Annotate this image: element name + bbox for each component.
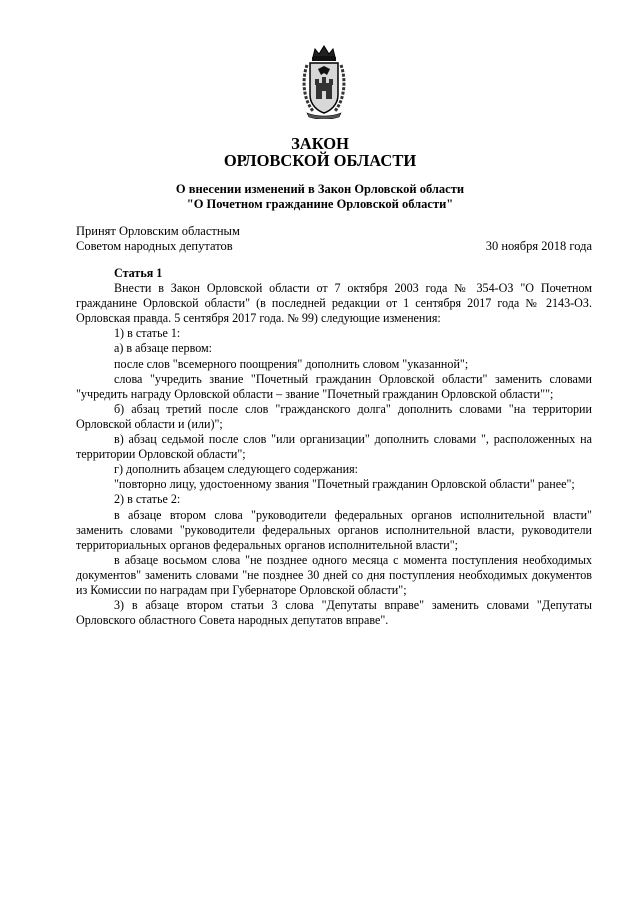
paragraph: "повторно лицу, удостоенному звания "Почетный гражданин Орловской области" ранее"; <box>114 477 575 492</box>
document-region-title: ОРЛОВСКОЙ ОБЛАСТИ <box>223 151 417 170</box>
paragraph: а) в абзаце первом: <box>114 341 213 356</box>
adopted-by-line1: Принят Орловским областным <box>76 224 240 238</box>
paragraph: 1) в статье 1: <box>114 326 181 341</box>
paragraph: Внести в Закон Орловской области от 7 октября 2003 года № 354-ОЗ "О Почетном гражданине Орловской области" (в последней редакции от 1 сентября 2017 года № 2143-ОЗ. Орловская правда. 5 сентября 2017 года. № 99) следующие изменения: <box>76 281 592 326</box>
paragraph: слова "учредить звание "Почетный гражданин Орловской области" заменить словами "учредить награду Орловской области – звание "Почетный гражданин Орловской области""; <box>76 371 592 401</box>
paragraph: б) абзац третий после слов "гражданского долга" дополнить словами "на территории Орловской области и (или)"; <box>76 401 592 431</box>
law-subject-line2: "О Почетном гражданине Орловской области" <box>186 197 454 211</box>
paragraph: 2) в статье 2: <box>114 492 181 507</box>
paragraph: в) абзац седьмой после слов "или организации" дополнить словами ", расположенных на территории Орловской области"; <box>76 432 592 462</box>
paragraph: после слов "всемерного поощрения" дополнить словом "указанной"; <box>114 356 469 371</box>
document-type-title: ЗАКОН <box>291 134 349 153</box>
coat-of-arms-icon <box>299 43 349 119</box>
paragraph: в абзаце восьмом слова "не позднее одного месяца с момента поступления необходимых документов" заменить словами "не позднее 30 дней со дня поступления необходимых документов из Комиссии по наградам при Губернаторе Орловской области"; <box>76 552 592 597</box>
paragraph: г) дополнить абзацем следующего содержания: <box>114 462 359 477</box>
article-heading: Статья 1 <box>114 266 163 280</box>
paragraph: 3) в абзаце втором статьи 3 слова "Депутаты вправе" заменить словами "Депутаты Орловского областного Совета народных депутатов вправе". <box>76 598 592 628</box>
adopted-by-line2: Советом народных депутатов <box>76 239 233 253</box>
adoption-date: 30 ноября 2018 года <box>485 239 592 253</box>
law-subject-line1: О внесении изменений в Закон Орловской области <box>175 182 465 196</box>
law-body <box>76 266 592 628</box>
paragraph: в абзаце втором слова "руководители федеральных органов исполнительной власти" заменить словами "руководители федеральных органов исполнительной власти, руководители территориальных органов федеральных органов исполнительной власти"; <box>76 507 592 552</box>
